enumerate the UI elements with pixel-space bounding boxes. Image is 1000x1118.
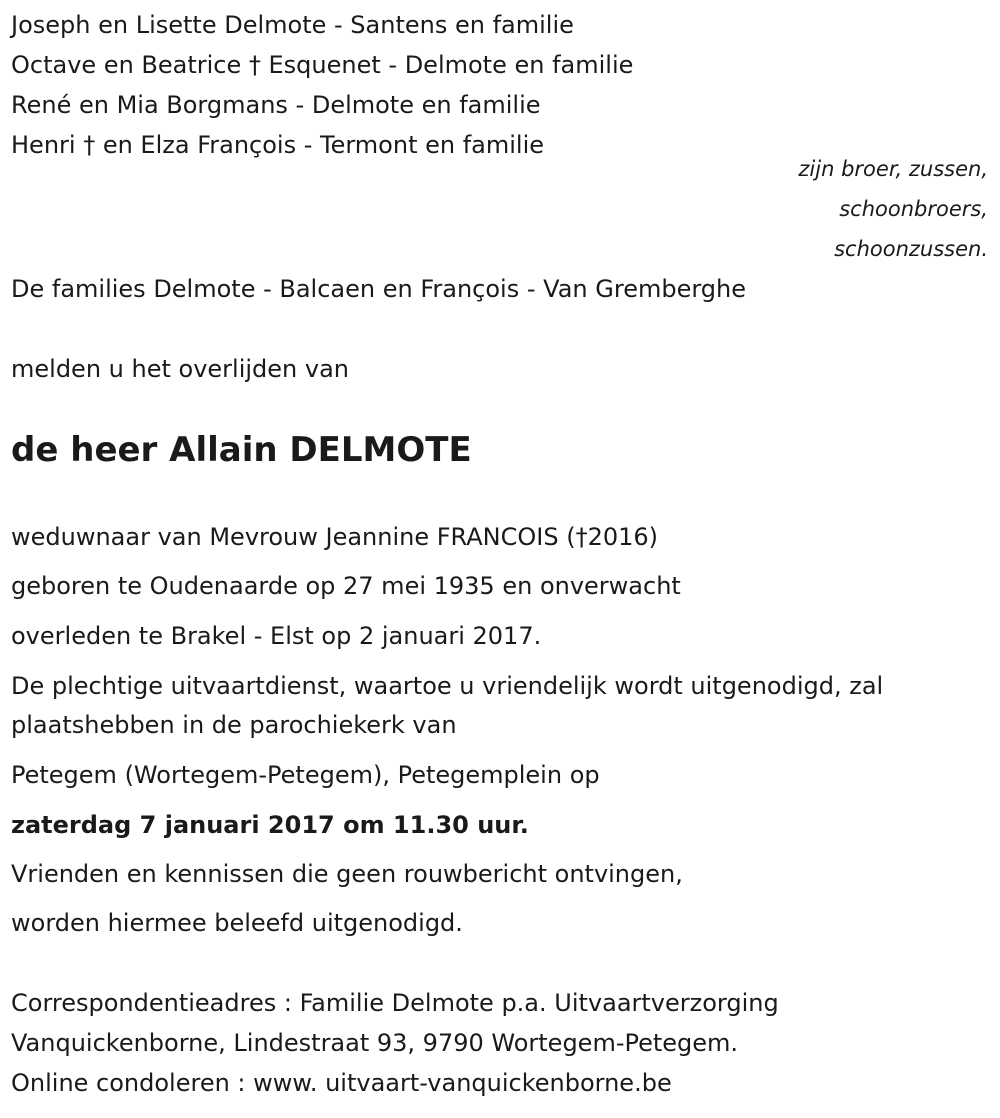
relation-line-1: zijn broer, zussen, — [798, 157, 988, 181]
families-extended: De families Delmote - Balcaen en François - Van Gremberghe — [11, 275, 746, 303]
family-line-4: Henri † en Elza François - Termont en familie — [11, 131, 545, 159]
detail-born: geboren te Oudenaarde op 27 mei 1935 en onverwacht — [11, 572, 681, 600]
family-line-2: Octave en Beatrice † Esquenet - Delmote en familie — [11, 51, 634, 79]
detail-location: Petegem (Wortegem-Petegem), Petegemplein op — [11, 761, 600, 789]
service-datetime: zaterdag 7 januari 2017 om 11.30 uur. — [11, 811, 529, 839]
invitation-line-2: worden hiermee beleefd uitgenodigd. — [11, 909, 463, 937]
detail-widower: weduwnaar van Mevrouw Jeannine FRANCOIS (†2016) — [11, 523, 659, 551]
correspondence-address: Vanquickenborne, Lindestraat 93, 9790 Wortegem-Petegem. — [11, 1029, 739, 1057]
family-line-3: René en Mia Borgmans - Delmote en familie — [11, 91, 541, 119]
relation-line-2: schoonbroers, — [839, 197, 988, 221]
correspondence-line-1: Correspondentieadres : Familie Delmote p.a. Uitvaartverzorging — [11, 989, 779, 1017]
relation-line-3: schoonzussen. — [834, 237, 988, 261]
invitation-line-1: Vrienden en kennissen die geen rouwbericht ontvingen, — [11, 860, 683, 888]
deceased-name: de heer Allain DELMOTE — [11, 430, 472, 470]
family-line-1: Joseph en Lisette Delmote - Santens en familie — [11, 11, 574, 39]
detail-service: De plechtige uitvaartdienst, waartoe u vriendelijk wordt uitgenodigd, zal — [11, 672, 884, 700]
detail-church: plaatshebben in de parochiekerk van — [11, 711, 457, 739]
online-condolence: Online condoleren : www. uitvaart-vanquickenborne.be — [11, 1069, 672, 1097]
announcement: melden u het overlijden van — [11, 355, 349, 383]
detail-died: overleden te Brakel - Elst op 2 januari 2017. — [11, 622, 542, 650]
